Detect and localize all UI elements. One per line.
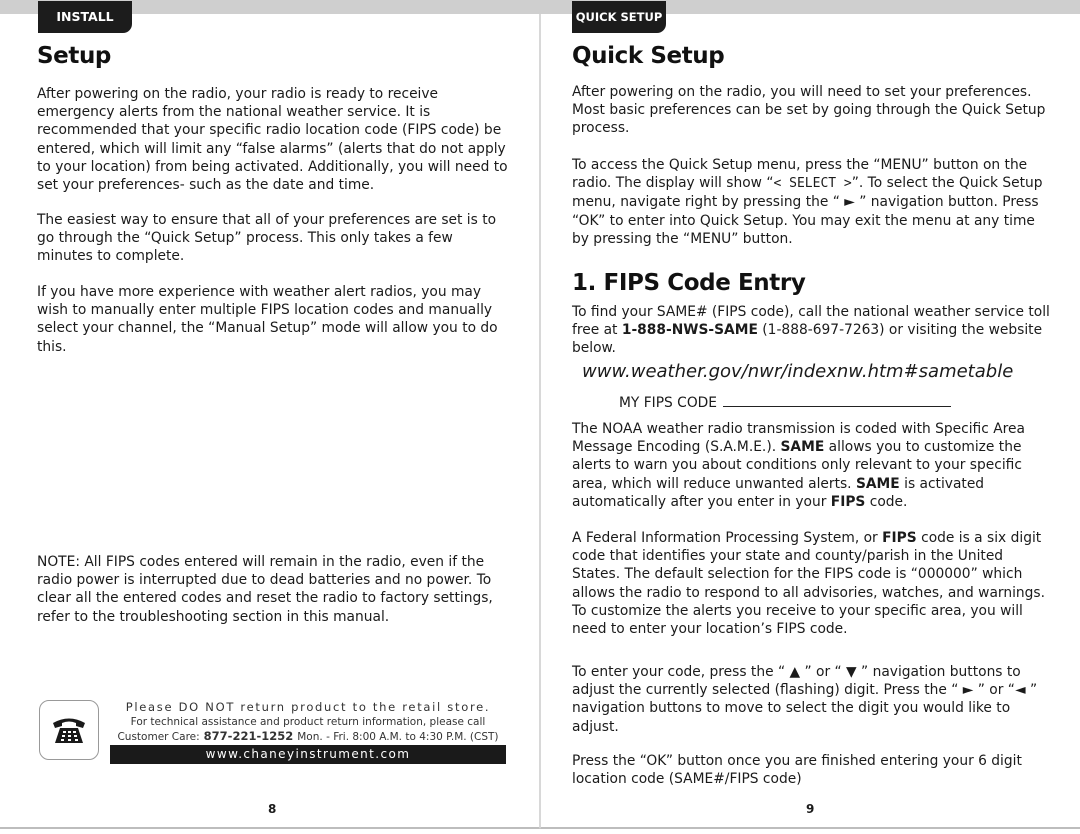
note-paragraph: NOTE: All FIPS codes entered will remain in the radio, even if the radio power is interrupted due to dead batteries and no power. To clear all the entered codes and reset the radio to factory settings, refer to the troubleshooting section in this manual. [37,554,493,625]
customer-care-line [110,729,506,744]
telephone-icon [39,700,99,760]
para2-text-b: ”. To select the Quick Setup menu, navigate right by pressing the “ ► ” navigation button. Press “OK” to enter into Quick Setup. You may exit the menu at any time by pressing the “MENU” button. [572,175,1043,247]
tech-assistance-line: For technical assistance and product return information, please call [130,716,486,728]
fips-bold-2: FIPS [882,530,917,546]
right-para-5 [572,529,1050,638]
return-notice: Please DO NOT return product to the retail store. [125,700,491,714]
right-para-2 [572,156,1050,248]
lcd-select-display: < SELECT > [773,176,852,192]
care-label: Customer Care: [117,731,200,743]
para5-text-a: A Federal Information Processing System, or [572,530,883,546]
page-number-right: 9 [806,802,815,816]
weather-gov-url[interactable]: www.weather.gov/nwr/indexnw.htm#sametable [582,361,1014,382]
right-para-7: Press the “OK” button once you are finished entering your 6 digit location code (SAME#/FIPS code) [572,753,1022,788]
my-fips-code-field [619,392,951,411]
care-number: 877-221-1252 [203,729,294,743]
customer-support-box [110,700,506,764]
care-hours: Mon. - Fri. 8:00 A.M. to 4:30 P.M. (CST) [297,731,499,743]
quick-setup-title: Quick Setup [572,43,725,69]
install-tab: INSTALL [38,1,132,33]
para4-text-d: code. [865,493,908,510]
para3-text-b: (1-888-697-7263) or visiting the website below. [572,322,1043,357]
fips-code-blank [723,392,951,407]
para4-text-c: is activated automatically after you enter in your [572,475,985,510]
para4-text-a: The NOAA weather radio transmission is coded with Specific Area Message Encoding (S.A.M.E.). [572,421,1025,456]
fips-section-title: 1. FIPS Code Entry [572,270,806,296]
left-para-2: The easiest way to ensure that all of your preferences are set is to go through the “Quick Setup” process. This only takes a few minutes to complete. [37,212,497,265]
website-banner: www.chaneyinstrument.com [110,745,506,764]
fips-bold-1: FIPS [830,493,866,510]
right-page [540,0,1080,834]
page-number-left: 8 [268,802,277,816]
my-fips-label: MY FIPS CODE [619,395,718,411]
same-bold-1: SAME [780,439,825,456]
left-para-1: After powering on the radio, your radio is ready to receive emergency alerts from the national weather service. It is recommended that your specific radio location code (FIPS code) be entered, which will limit any “false alarms” (alerts that do not apply to your location) from being activated. Additionally, you will need to set your preferences- such as the date and time. [37,86,508,194]
left-para-3: If you have more experience with weather alert radios, you may wish to manually enter multiple FIPS location codes and manually select your channel, the “Manual Setup” mode will allow you to do this. [37,284,498,355]
right-para-4 [572,420,1050,511]
right-para-6: To enter your code, press the “ ▲ ” or “ ▼ ” navigation buttons to adjust the currently selected (flashing) digit. Press the “ ► ” or “◄ ” navigation buttons to move to select the digit you would like to adjust. [572,664,1038,735]
right-para-1: After powering on the radio, you will need to set your preferences. Most basic preferences can be set by going through the Quick Setup process. [572,84,1046,137]
para5-text-b: code is a six digit code that identifies your state and county/parish in the United States. The default selection for the FIPS code is “000000” which allows the radio to respond to all advisories, watches, and warnings. To customize the alerts you receive to your specific area, you will need to enter your location’s FIPS code. [572,530,1045,638]
setup-title: Setup [37,43,111,69]
quick-setup-tab: QUICK SETUP [572,1,666,33]
para4-text-b: allows you to customize the alerts to warn you about conditions only relevant to your specific area, which will reduce unwanted alerts. [572,439,1022,492]
toll-free-number: 1-888-NWS-SAME [621,322,758,339]
same-bold-2: SAME [855,475,900,492]
para3-text-a: To find your SAME# (FIPS code), call the national weather service toll free at [572,304,1050,339]
right-para-3 [572,303,1050,358]
para2-text-a: To access the Quick Setup menu, press the “MENU” button on the radio. The display will show “ [572,157,1028,192]
